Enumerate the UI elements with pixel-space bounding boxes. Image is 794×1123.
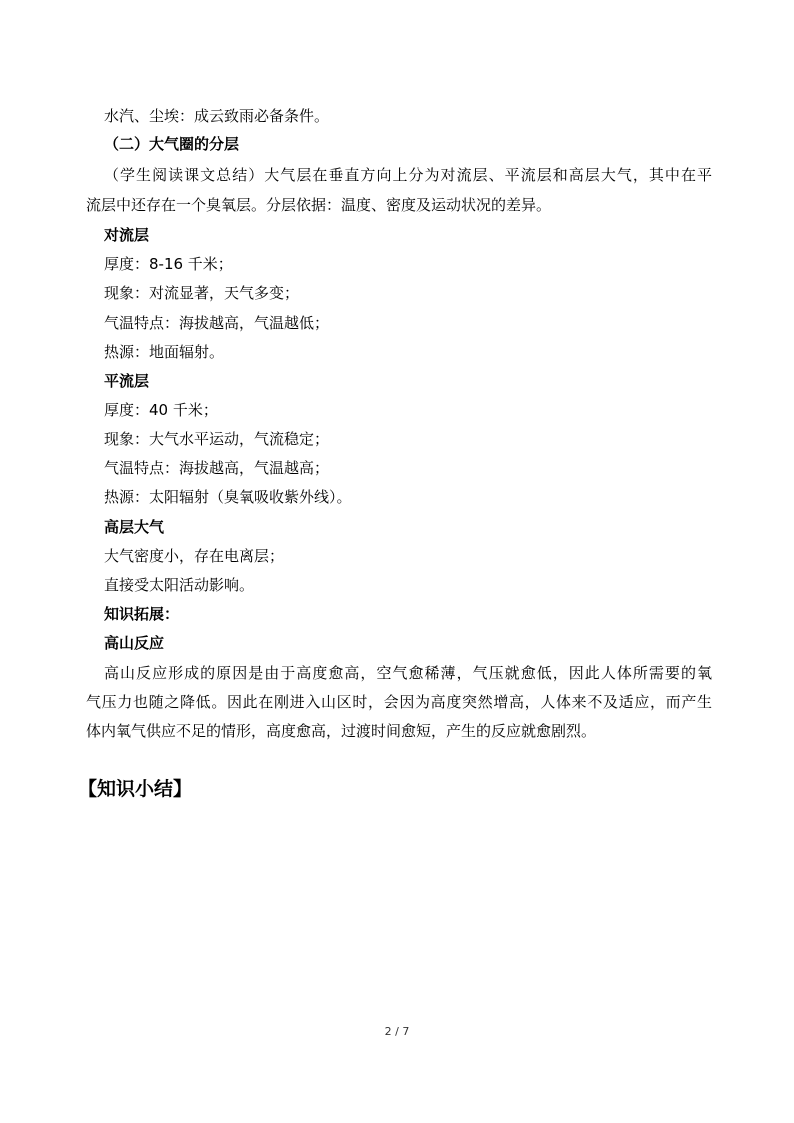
knowledge-extension-heading: 知识拓展： xyxy=(104,605,180,623)
altitude-sickness-line-1: 高山反应形成的原因是由于高度愈高，空气愈稀薄，气压就愈低，因此人体所需要的氧 xyxy=(104,664,712,682)
altitude-sickness-line-2: 气压力也随之降低。因此在刚进入山区时，会因为高度突然增高，人体来不及适应，而产生 xyxy=(86,693,712,711)
upper-atmosphere-heading: 高层大气 xyxy=(104,518,165,536)
section-title-atmosphere-layers: （二）大气圈的分层 xyxy=(104,135,240,153)
knowledge-summary-heading: 【知识小结】 xyxy=(78,778,193,800)
troposphere-temperature: 气温特点：海拔越高，气温越低； xyxy=(104,314,330,332)
troposphere-phenomenon: 现象：对流显著，天气多变； xyxy=(104,284,300,302)
stratosphere-heading: 平流层 xyxy=(104,372,150,390)
stratosphere-heat-source: 热源：太阳辐射（臭氧吸收紫外线）。 xyxy=(104,488,352,506)
stratosphere-temperature: 气温特点：海拔越高，气温越高； xyxy=(104,459,330,477)
troposphere-thickness: 厚度：8-16 千米； xyxy=(104,255,233,273)
intro-paragraph-line-2: 流层中还存在一个臭氧层。分层依据：温度、密度及运动状况的差异。 xyxy=(86,196,552,214)
stratosphere-thickness: 厚度：40 千米； xyxy=(104,401,218,419)
intro-paragraph-line-1: （学生阅读课文总结）大气层在垂直方向上分为对流层、平流层和高层大气，其中在平 xyxy=(104,166,712,184)
troposphere-heat-source: 热源：地面辐射。 xyxy=(104,343,225,361)
upper-atmosphere-line-1: 大气密度小，存在电离层； xyxy=(104,547,285,565)
stratosphere-phenomenon: 现象：大气水平运动，气流稳定； xyxy=(104,430,330,448)
altitude-sickness-line-3: 体内氧气供应不足的情形，高度愈高，过渡时间愈短，产生的反应就愈剧烈。 xyxy=(86,722,597,740)
page-number: 2 / 7 xyxy=(384,1025,410,1038)
upper-atmosphere-line-2: 直接受太阳活动影响。 xyxy=(104,576,255,594)
altitude-sickness-heading: 高山反应 xyxy=(104,634,165,652)
troposphere-heading: 对流层 xyxy=(104,226,150,244)
water-dust-line: 水汽、尘埃：成云致雨必备条件。 xyxy=(104,107,330,125)
